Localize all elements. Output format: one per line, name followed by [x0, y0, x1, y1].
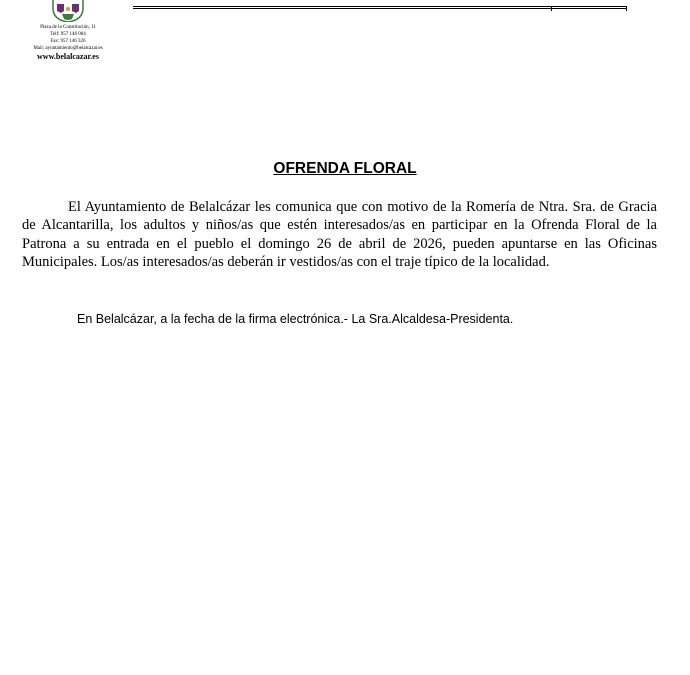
coat-of-arms-icon	[50, 0, 86, 22]
signature-line: En Belalcázar, a la fecha de la firma electrónica.- La Sra.Alcaldesa-Presidenta.	[77, 312, 514, 326]
document-body: El Ayuntamiento de Belalcázar les comunica que con motivo de la Romería de Ntra. Sra. de Gracia de Alcantarilla, los adultos y niños/as que estén interesados/as en participar en la Ofrenda Floral de la Patrona a su entrada en el pueblo el domingo 26 de abril de 2026, pueden apuntarse en las Oficinas Municipales. Los/as interesados/as deberán ir vestidos/as con el traje típico de la localidad.	[22, 199, 657, 271]
header-rule	[133, 6, 627, 9]
address-line: Plaza de la Constitución, 11	[40, 25, 96, 30]
phone-line: Telf: 957 146 004	[50, 32, 86, 37]
header-rule-tick	[626, 7, 627, 11]
letterhead	[22, 0, 114, 62]
header-rule-tick	[551, 7, 552, 11]
fax-line: Fax: 957 146 326	[50, 39, 86, 44]
website-link[interactable]: www.belalcazar.es	[37, 52, 99, 61]
document-title: OFRENDA FLORAL	[273, 160, 417, 177]
email-line: Mail: ayuntamiento@belalcazar.es	[33, 46, 103, 51]
